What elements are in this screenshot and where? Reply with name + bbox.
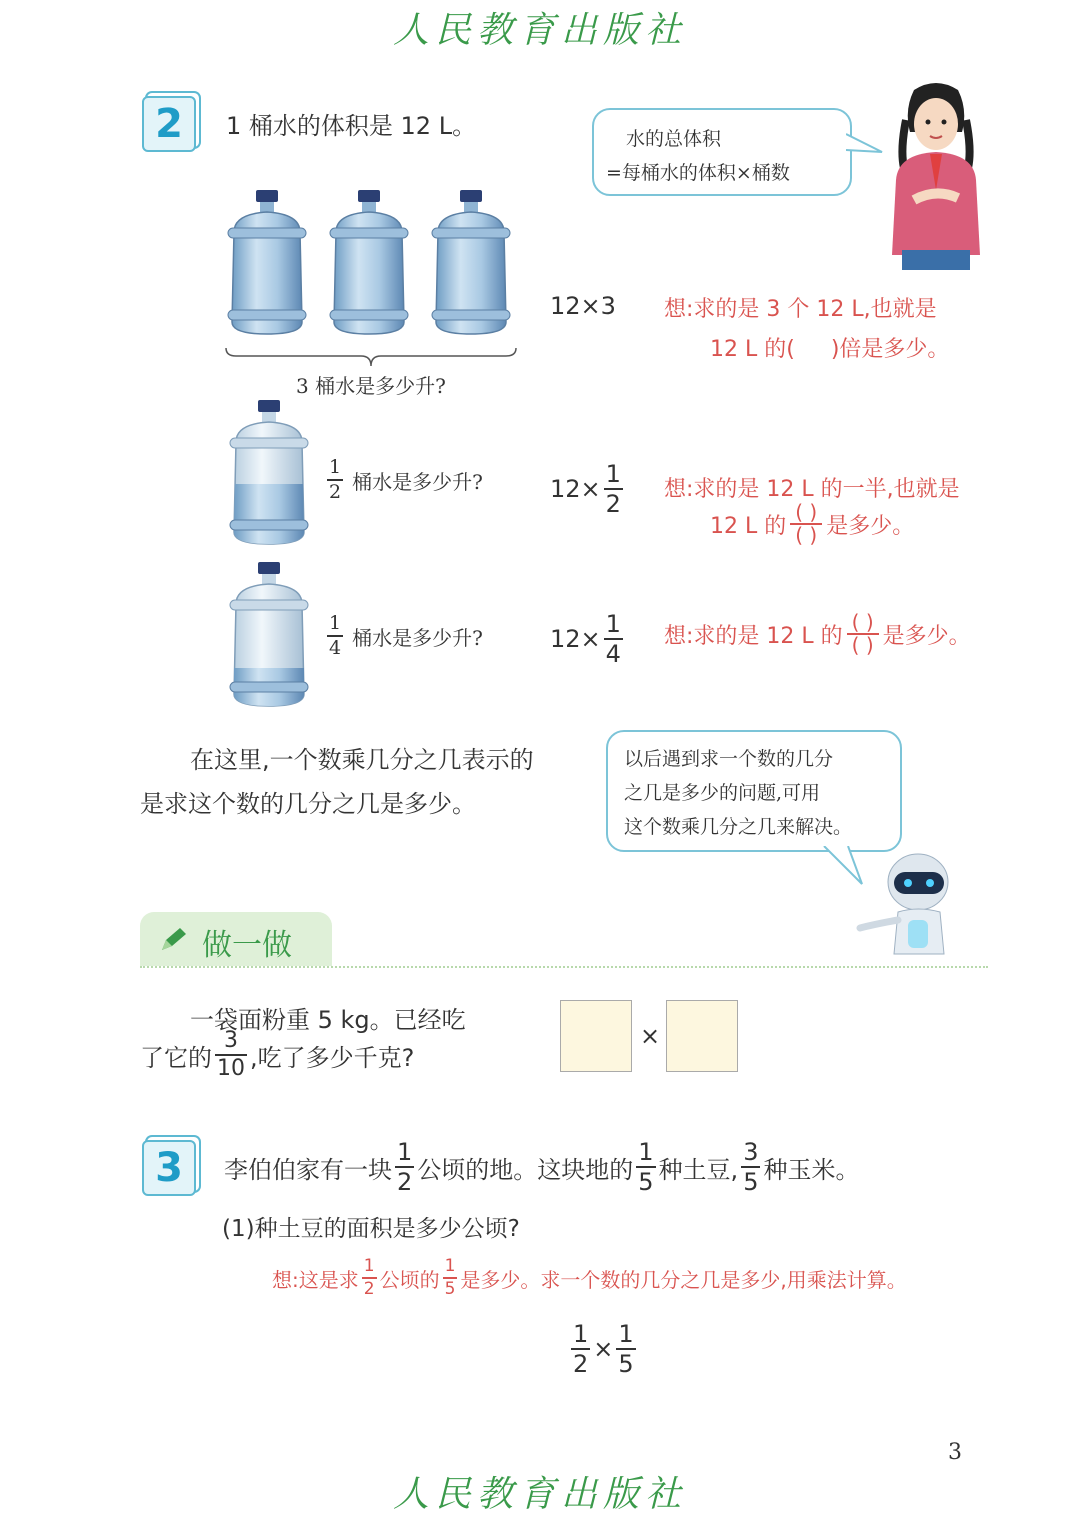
practice-times: × [640, 1022, 661, 1050]
example-number-2: 2 [142, 96, 196, 152]
expr-12x3: 12×3 [550, 292, 616, 320]
practice-line1: 一袋面粉重 5 kg。已经吃 [190, 1006, 466, 1034]
expr-quarter-fraction: $\frac{1}{4}$ [605, 610, 621, 668]
publisher-footer: 人民教育出版社 [392, 1474, 687, 1515]
practice-title: 做一做 [202, 928, 292, 963]
robot-speech-bubble [606, 730, 902, 852]
calc-fraction-1: $\frac{1}{2}$ [573, 1320, 589, 1378]
water-bottle-full-3 [428, 188, 514, 338]
water-bottle-full-1 [224, 188, 310, 338]
think-fraction-2: $\frac{1}{5}$ [444, 1256, 456, 1299]
practice-fraction: $\frac{3}{10}$ [217, 1028, 245, 1081]
robot-bubble-line2: 之几是多少的问题,可用 [624, 782, 821, 804]
summary-line1: 在这里,一个数乘几分之几表示的 [190, 746, 534, 774]
water-bottle-half [226, 398, 312, 548]
ex3-fraction-2: $\frac{1}{5}$ [638, 1138, 654, 1196]
robot-bubble-line3: 这个数乘几分之几来解决。 [624, 816, 853, 838]
q2-fraction: $\frac{1}{2}$ [329, 456, 342, 503]
robot-illustration [856, 850, 956, 955]
girl-bubble-tail [846, 130, 886, 160]
think-fraction-1: $\frac{1}{2}$ [363, 1256, 375, 1299]
expr-12x-quarter: 12× $\frac{1}{4}$ [550, 610, 621, 668]
calc-fraction-2: $\frac{1}{5}$ [618, 1320, 634, 1378]
brace-label: 3 桶水是多少升? [296, 374, 446, 398]
think-q1-line2-pre: 12 L 的( [710, 337, 795, 362]
example3-text: 李伯伯家有一块 $\frac{1}{2}$ 公顷的地。这块地的 $\frac{1}{5}$ 种土豆, $\frac{3}{5}$ 种玉米。 [224, 1138, 860, 1196]
think-q2-line1: 想:求的是 12 L 的一半,也就是 [664, 477, 960, 502]
water-bottle-quarter [226, 560, 312, 710]
example3-calc: $\frac{1}{2}$ × $\frac{1}{5}$ [573, 1320, 634, 1378]
page-number: 3 [948, 1440, 962, 1465]
girl-bubble-line2: =每桶水的体积×桶数 [606, 162, 790, 184]
girl-bubble-line1: 水的总体积 [626, 128, 722, 150]
publisher-header: 人民教育出版社 [392, 10, 687, 51]
practice-divider [140, 966, 988, 968]
q3-label: $\frac{1}{4}$ 桶水是多少升? [329, 612, 483, 659]
example3-think: 想:这是求 $\frac{1}{2}$ 公顷的 $\frac{1}{5}$ 是多少。求一个数的几分之几是多少,用乘法计算。 [272, 1256, 907, 1299]
girl-illustration [884, 80, 988, 270]
summary-line2: 是求这个数的几分之几是多少。 [140, 790, 476, 818]
example-number-3: 3 [142, 1140, 196, 1196]
think-q1-line1: 想:求的是 3 个 12 L,也就是 [664, 297, 937, 322]
brace [224, 346, 518, 368]
blank-fraction-q3[interactable]: ( ) ( ) [847, 612, 879, 656]
practice-line2: 了它的 $\frac{3}{10}$ ,吃了多少千克? [140, 1028, 415, 1081]
expr-half-fraction: $\frac{1}{2}$ [605, 460, 621, 518]
answer-box-2[interactable] [666, 1000, 738, 1072]
think-q1-line2 [710, 332, 949, 363]
pencil-icon [158, 926, 188, 954]
ex3-fraction-1: $\frac{1}{2}$ [397, 1138, 413, 1196]
q3-fraction: $\frac{1}{4}$ [329, 612, 342, 659]
blank-fraction-q2[interactable]: ( ) ( ) [790, 502, 822, 546]
practice-header [140, 912, 332, 966]
think-q2-line2: 12 L 的 ( ) ( ) 是多少。 [710, 500, 915, 547]
q2-label: $\frac{1}{2}$ 桶水是多少升? [329, 456, 483, 503]
water-bottle-full-2 [326, 188, 412, 338]
expr-12x-half: 12× $\frac{1}{2}$ [550, 460, 621, 518]
think-q3: 想:求的是 12 L 的 ( ) ( ) 是多少。 [664, 610, 971, 657]
girl-speech-bubble [592, 108, 852, 196]
robot-bubble-line1: 以后遇到求一个数的几分 [624, 748, 834, 770]
answer-box-1[interactable] [560, 1000, 632, 1072]
ex3-fraction-3: $\frac{3}{5}$ [743, 1138, 759, 1196]
example3-sub1: (1)种土豆的面积是多少公顷? [222, 1216, 520, 1242]
example2-intro: 1 桶水的体积是 12 L。 [226, 112, 477, 140]
think-q1-line2-post: )倍是多少。 [830, 337, 950, 362]
